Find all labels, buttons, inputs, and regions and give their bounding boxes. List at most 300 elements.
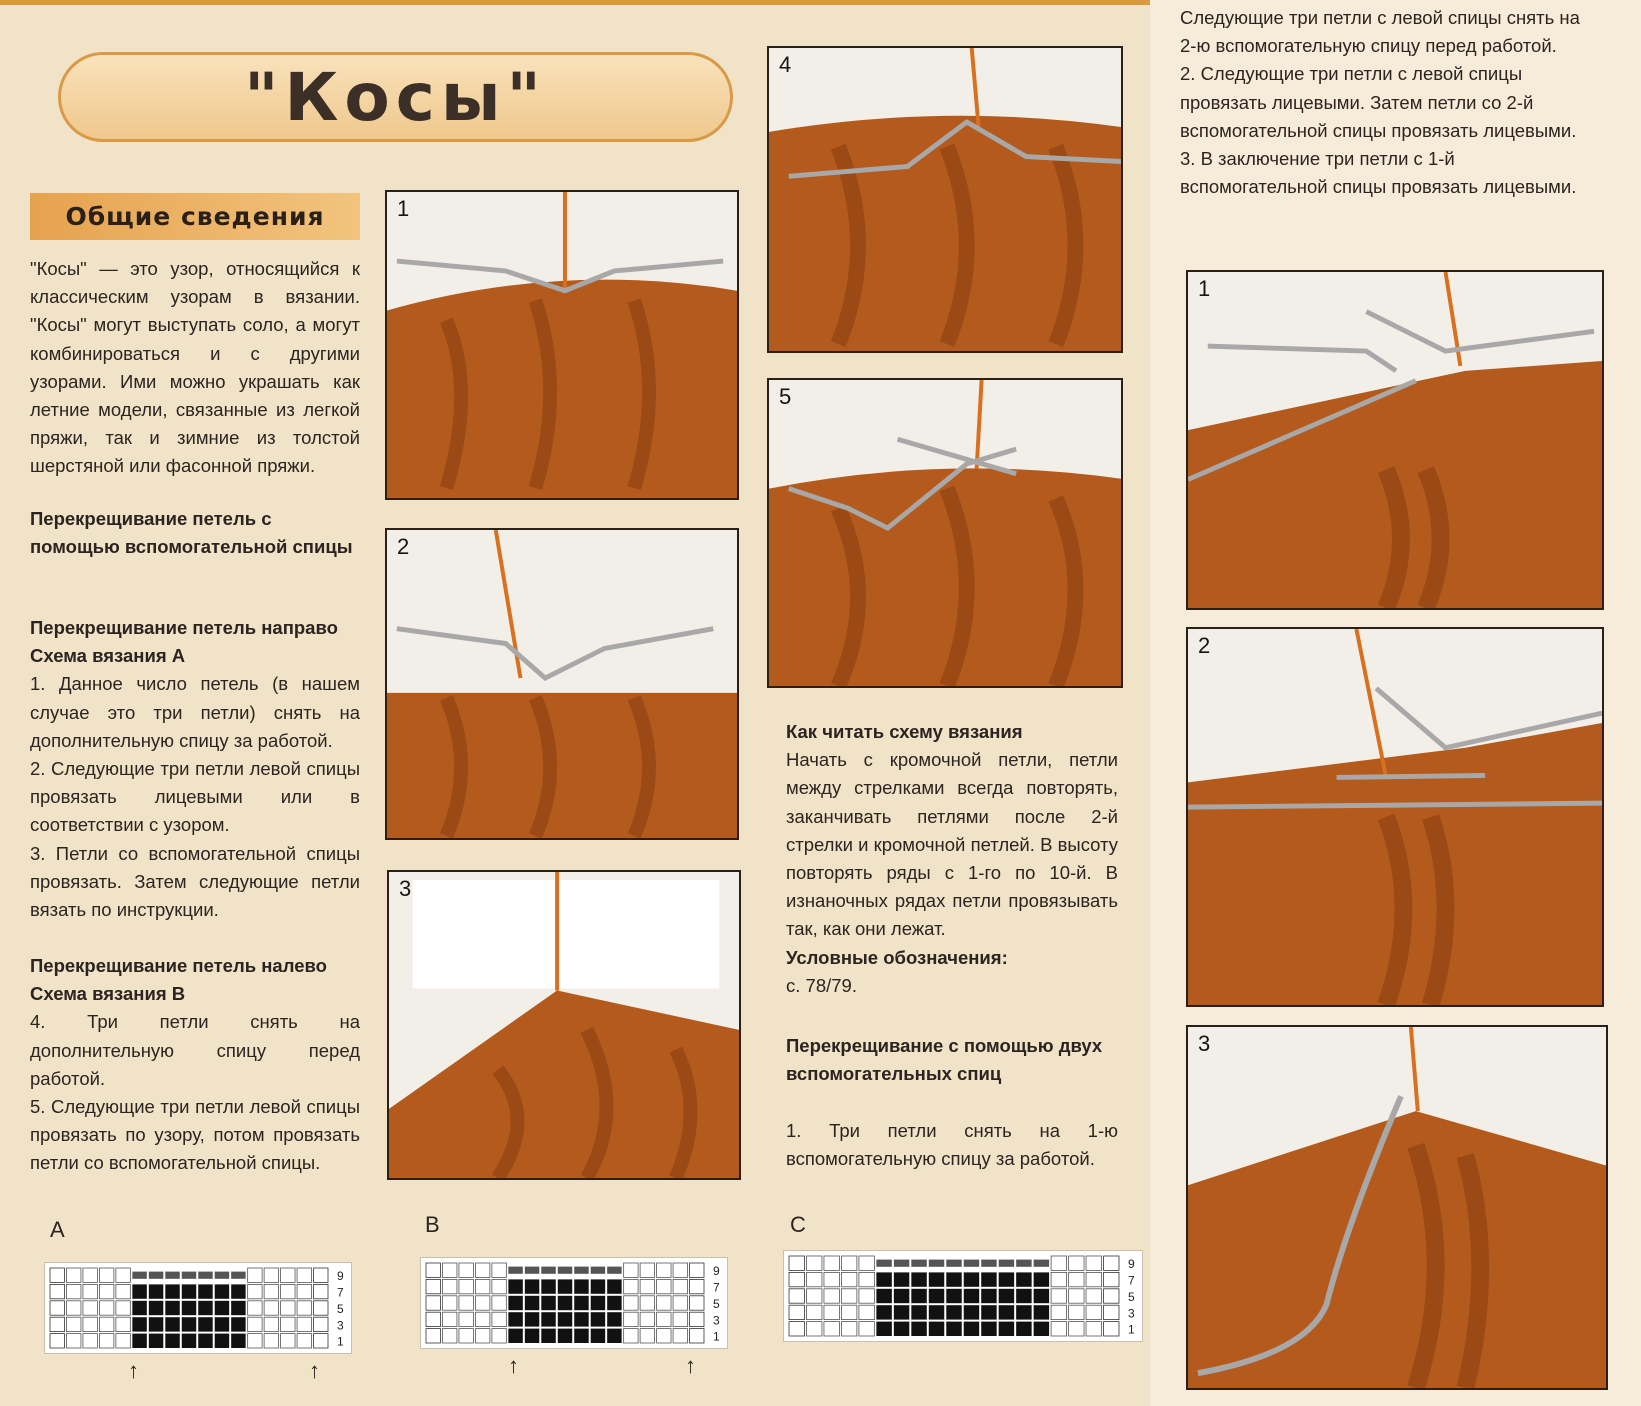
chart-a (44, 1262, 352, 1354)
row-number-label: 5 (337, 1301, 344, 1316)
chart-b-arrow-right: ↑ (685, 1353, 696, 1378)
purl-stitch-cell (83, 1334, 97, 1348)
knit-stitch-cell (1016, 1272, 1031, 1286)
right-column-steps (1180, 4, 1600, 201)
chart-a-arrow-right: ↑ (309, 1358, 320, 1383)
purl-stitch-cell (640, 1263, 654, 1277)
edge-stitch-cell (789, 1272, 804, 1286)
edge-stitch-cell (1104, 1289, 1119, 1303)
purl-stitch-cell (824, 1289, 839, 1303)
edge-stitch-cell (1104, 1272, 1119, 1286)
purl-stitch-cell (248, 1284, 262, 1298)
purl-stitch-cell (624, 1279, 638, 1293)
knit-stitch-cell (607, 1267, 621, 1274)
knit-stitch-cell (149, 1301, 163, 1315)
edge-stitch-cell (314, 1317, 328, 1331)
knit-stitch-cell (1034, 1289, 1049, 1303)
purl-stitch-cell (66, 1284, 80, 1298)
photo-left-2 (385, 528, 739, 840)
row-number-label: 1 (713, 1329, 720, 1344)
knit-stitch-cell (1034, 1272, 1049, 1286)
chart-b-grid (421, 1258, 727, 1348)
purl-stitch-cell (640, 1296, 654, 1310)
purl-stitch-cell (492, 1279, 506, 1293)
knit-stitch-cell (198, 1272, 212, 1279)
photo-number: 2 (1198, 633, 1211, 658)
edge-stitch-cell (314, 1284, 328, 1298)
purl-stitch-cell (1069, 1322, 1084, 1336)
purl-stitch-cell (640, 1312, 654, 1326)
purl-stitch-cell (1051, 1289, 1066, 1303)
purl-stitch-cell (492, 1329, 506, 1343)
knit-stitch-cell (574, 1267, 588, 1274)
purl-stitch-cell (859, 1305, 874, 1319)
edge-stitch-cell (50, 1334, 64, 1348)
knit-stitch-cell (999, 1260, 1014, 1267)
chart-a-label: A (50, 1217, 65, 1242)
photo-mid-5 (767, 378, 1123, 688)
purl-stitch-cell (806, 1305, 821, 1319)
purl-stitch-cell (116, 1284, 130, 1298)
row-number-label: 3 (1128, 1306, 1135, 1321)
purl-stitch-cell (824, 1322, 839, 1336)
purl-stitch-cell (624, 1312, 638, 1326)
knit-stitch-cell (525, 1329, 539, 1343)
knit-stitch-cell (198, 1301, 212, 1315)
knit-stitch-cell (999, 1322, 1014, 1336)
row-number-label: 7 (1128, 1273, 1135, 1288)
purl-stitch-cell (99, 1268, 113, 1282)
knitting-photo-illustration (1188, 1027, 1606, 1388)
knit-stitch-cell (946, 1260, 961, 1267)
knit-stitch-cell (525, 1267, 539, 1274)
purl-stitch-cell (624, 1296, 638, 1310)
knit-stitch-cell (894, 1289, 909, 1303)
row-number-label: 9 (337, 1269, 344, 1284)
purl-stitch-cell (824, 1272, 839, 1286)
edge-stitch-cell (789, 1322, 804, 1336)
purl-stitch-cell (459, 1312, 473, 1326)
knit-stitch-cell (591, 1329, 605, 1343)
knit-stitch-cell (1034, 1305, 1049, 1319)
purl-stitch-cell (841, 1322, 856, 1336)
purl-stitch-cell (264, 1301, 278, 1315)
knit-stitch-cell (541, 1329, 555, 1343)
knit-stitch-cell (876, 1305, 891, 1319)
purl-stitch-cell (264, 1317, 278, 1331)
purl-stitch-cell (492, 1312, 506, 1326)
row-number-label: 7 (337, 1285, 344, 1300)
knit-stitch-cell (541, 1279, 555, 1293)
knit-stitch-cell (929, 1322, 944, 1336)
knit-stitch-cell (215, 1284, 229, 1298)
knit-stitch-cell (911, 1305, 926, 1319)
purl-stitch-cell (657, 1329, 671, 1343)
photo-number: 1 (1198, 276, 1211, 301)
intro-paragraph (30, 255, 360, 481)
row-number-label: 3 (337, 1318, 344, 1333)
knit-stitch-cell (182, 1272, 196, 1279)
knit-stitch-cell (1016, 1305, 1031, 1319)
purl-stitch-cell (624, 1263, 638, 1277)
knitting-photo-illustration (387, 530, 737, 838)
purl-stitch-cell (297, 1317, 311, 1331)
purl-stitch-cell (66, 1301, 80, 1315)
purl-stitch-cell (841, 1305, 856, 1319)
knit-stitch-cell (981, 1272, 996, 1286)
purl-stitch-cell (297, 1268, 311, 1282)
knit-stitch-cell (911, 1272, 926, 1286)
purl-stitch-cell (297, 1334, 311, 1348)
symbols-heading: Условные обозначения: (786, 946, 1008, 968)
edge-stitch-cell (50, 1268, 64, 1282)
purl-stitch-cell (1051, 1322, 1066, 1336)
right-step-1: 1. Данное число петель (в нашем случае это три петли) снять на дополнительную спицу за работой. (30, 673, 360, 751)
purl-stitch-cell (640, 1279, 654, 1293)
purl-stitch-cell (824, 1256, 839, 1270)
purl-stitch-cell (83, 1317, 97, 1331)
knit-stitch-cell (231, 1317, 245, 1331)
knit-stitch-cell (231, 1301, 245, 1315)
right-col-step-continued: Следующие три петли с левой спицы снять на 2-ю вспомогательную спицу перед работой. (1180, 7, 1580, 57)
purl-stitch-cell (264, 1284, 278, 1298)
knit-stitch-cell (574, 1296, 588, 1310)
edge-stitch-cell (314, 1268, 328, 1282)
edge-stitch-cell (50, 1284, 64, 1298)
purl-stitch-cell (66, 1268, 80, 1282)
chart-a-grid (45, 1263, 351, 1353)
knit-stitch-cell (231, 1334, 245, 1348)
edge-stitch-cell (690, 1263, 704, 1277)
photo-number: 5 (779, 384, 792, 409)
knit-stitch-cell (1034, 1322, 1049, 1336)
purl-stitch-cell (1069, 1272, 1084, 1286)
knit-stitch-cell (165, 1301, 179, 1315)
symbols-ref: с. 78/79. (786, 974, 857, 996)
purl-stitch-cell (475, 1263, 489, 1277)
purl-stitch-cell (459, 1296, 473, 1310)
knit-stitch-cell (946, 1305, 961, 1319)
right-step-2: 2. Следующие три петли левой спицы провязать лицевыми или в соответствии с узором. (30, 758, 360, 836)
purl-stitch-cell (297, 1301, 311, 1315)
right-col-step-3: 3. В заключение три петли с 1-й вспомогательной спицы провязать лицевыми. (1180, 148, 1577, 198)
knit-stitch-cell (607, 1279, 621, 1293)
how-to-read-block (786, 718, 1118, 1000)
right-col-step-2: 2. Следующие три петли с левой спицы провязать лицевыми. Затем петли со 2-й вспомогательной спицы провязать лицевыми. (1180, 63, 1577, 141)
purl-stitch-cell (841, 1272, 856, 1286)
purl-stitch-cell (492, 1296, 506, 1310)
knit-stitch-cell (1016, 1260, 1031, 1267)
chart-c-label: C (790, 1212, 806, 1237)
knit-stitch-cell (981, 1289, 996, 1303)
right-cross-block (30, 614, 360, 924)
purl-stitch-cell (66, 1334, 80, 1348)
knit-stitch-cell (508, 1267, 522, 1274)
knitting-photo-illustration (1188, 272, 1602, 608)
purl-stitch-cell (297, 1284, 311, 1298)
knit-stitch-cell (964, 1322, 979, 1336)
purl-stitch-cell (83, 1268, 97, 1282)
purl-stitch-cell (806, 1256, 821, 1270)
knit-stitch-cell (149, 1272, 163, 1279)
purl-stitch-cell (640, 1329, 654, 1343)
edge-stitch-cell (789, 1256, 804, 1270)
purl-stitch-cell (475, 1296, 489, 1310)
edge-stitch-cell (690, 1312, 704, 1326)
knit-stitch-cell (876, 1260, 891, 1267)
purl-stitch-cell (99, 1317, 113, 1331)
purl-stitch-cell (841, 1256, 856, 1270)
row-number-label: 5 (713, 1296, 720, 1311)
purl-stitch-cell (1051, 1305, 1066, 1319)
purl-stitch-cell (806, 1272, 821, 1286)
left-cross-block (30, 952, 360, 1178)
purl-stitch-cell (806, 1322, 821, 1336)
chart-b-label: B (425, 1212, 440, 1237)
knit-stitch-cell (165, 1272, 179, 1279)
knit-stitch-cell (558, 1329, 572, 1343)
knit-stitch-cell (999, 1272, 1014, 1286)
photo-number: 3 (1198, 1031, 1211, 1056)
two-needles-step-1 (786, 1117, 1118, 1173)
purl-stitch-cell (83, 1301, 97, 1315)
edge-stitch-cell (690, 1329, 704, 1343)
knit-stitch-cell (558, 1312, 572, 1326)
photo-right-3 (1186, 1025, 1608, 1390)
purl-stitch-cell (673, 1263, 687, 1277)
purl-stitch-cell (657, 1312, 671, 1326)
knit-stitch-cell (132, 1284, 146, 1298)
knit-stitch-cell (591, 1279, 605, 1293)
purl-stitch-cell (657, 1263, 671, 1277)
knit-stitch-cell (999, 1305, 1014, 1319)
knit-stitch-cell (215, 1317, 229, 1331)
knit-stitch-cell (964, 1272, 979, 1286)
two-needles-step-1-text: 1. Три петли снять на 1-ю вспомогательную спицу за работой. (786, 1120, 1118, 1170)
aux-heading: Перекрещивание петель с помощью вспомогательной спицы (30, 508, 353, 558)
knit-stitch-cell (607, 1296, 621, 1310)
section-title-bar (30, 193, 360, 240)
knit-stitch-cell (876, 1289, 891, 1303)
purl-stitch-cell (673, 1279, 687, 1293)
purl-stitch-cell (99, 1334, 113, 1348)
knit-stitch-cell (541, 1267, 555, 1274)
chart-c-grid (784, 1251, 1142, 1341)
photo-number: 4 (779, 52, 792, 77)
purl-stitch-cell (1069, 1256, 1084, 1270)
knit-stitch-cell (591, 1312, 605, 1326)
knit-stitch-cell (182, 1334, 196, 1348)
purl-stitch-cell (442, 1279, 456, 1293)
knit-stitch-cell (946, 1272, 961, 1286)
purl-stitch-cell (442, 1263, 456, 1277)
knit-stitch-cell (558, 1279, 572, 1293)
scheme-b-heading: Схема вязания В (30, 983, 186, 1005)
edge-stitch-cell (690, 1279, 704, 1293)
photo-number: 2 (397, 534, 410, 559)
knit-stitch-cell (574, 1329, 588, 1343)
knit-stitch-cell (911, 1322, 926, 1336)
purl-stitch-cell (475, 1279, 489, 1293)
purl-stitch-cell (281, 1334, 295, 1348)
purl-stitch-cell (657, 1296, 671, 1310)
knit-stitch-cell (165, 1334, 179, 1348)
purl-stitch-cell (248, 1334, 262, 1348)
purl-stitch-cell (673, 1296, 687, 1310)
knit-stitch-cell (574, 1279, 588, 1293)
purl-stitch-cell (248, 1317, 262, 1331)
knit-stitch-cell (999, 1289, 1014, 1303)
edge-stitch-cell (426, 1296, 440, 1310)
row-number-label: 7 (713, 1280, 720, 1295)
knit-stitch-cell (1016, 1322, 1031, 1336)
knit-stitch-cell (541, 1296, 555, 1310)
photo-left-3 (387, 870, 741, 1180)
knitting-photo-illustration (769, 48, 1121, 351)
left-step-4: 4. Три петли снять на дополнительную спицу перед работой. (30, 1011, 360, 1089)
purl-stitch-cell (1086, 1289, 1101, 1303)
purl-stitch-cell (116, 1334, 130, 1348)
knit-stitch-cell (558, 1267, 572, 1274)
how-to-read-heading: Как читать схему вязания (786, 721, 1023, 742)
purl-stitch-cell (859, 1289, 874, 1303)
knitting-photo-illustration (769, 380, 1121, 686)
photo-number: 3 (399, 876, 412, 901)
purl-stitch-cell (66, 1317, 80, 1331)
knit-stitch-cell (525, 1296, 539, 1310)
right-cross-heading: Перекрещивание петель направо (30, 617, 338, 638)
purl-stitch-cell (116, 1317, 130, 1331)
chart-a-arrow-left: ↑ (128, 1358, 139, 1383)
knit-stitch-cell (574, 1312, 588, 1326)
knit-stitch-cell (132, 1272, 146, 1279)
knit-stitch-cell (876, 1322, 891, 1336)
knit-stitch-cell (911, 1260, 926, 1267)
purl-stitch-cell (475, 1312, 489, 1326)
page-title: "Косы" (244, 58, 547, 136)
edge-stitch-cell (50, 1301, 64, 1315)
photo-mid-4 (767, 46, 1123, 353)
purl-stitch-cell (248, 1268, 262, 1282)
knit-stitch-cell (981, 1305, 996, 1319)
purl-stitch-cell (248, 1301, 262, 1315)
knit-stitch-cell (508, 1312, 522, 1326)
purl-stitch-cell (1086, 1256, 1101, 1270)
edge-stitch-cell (789, 1305, 804, 1319)
edge-stitch-cell (789, 1289, 804, 1303)
purl-stitch-cell (624, 1329, 638, 1343)
section-title: Общие сведения (65, 202, 325, 231)
purl-stitch-cell (459, 1263, 473, 1277)
how-to-read-text: Начать с кромочной петли, петли между стрелками всегда повторять, заканчивать петлями после 2-й стрелки и кромочной петлей. В высоту повторять ряды с 1-го по 10-й. В изнаночных рядах петли провязывать так, как они лежат. (786, 749, 1118, 940)
page-title-banner (58, 52, 733, 142)
knit-stitch-cell (525, 1312, 539, 1326)
knit-stitch-cell (946, 1322, 961, 1336)
knit-stitch-cell (894, 1322, 909, 1336)
knit-stitch-cell (149, 1284, 163, 1298)
purl-stitch-cell (1086, 1305, 1101, 1319)
photo-right-1 (1186, 270, 1604, 610)
purl-stitch-cell (116, 1268, 130, 1282)
purl-stitch-cell (116, 1301, 130, 1315)
edge-stitch-cell (426, 1312, 440, 1326)
purl-stitch-cell (657, 1279, 671, 1293)
row-number-label: 3 (713, 1313, 720, 1328)
purl-stitch-cell (1051, 1272, 1066, 1286)
edge-stitch-cell (314, 1334, 328, 1348)
purl-stitch-cell (442, 1329, 456, 1343)
knit-stitch-cell (929, 1305, 944, 1319)
row-number-label: 1 (337, 1334, 344, 1349)
photo-left-1 (385, 190, 739, 500)
knit-stitch-cell (182, 1284, 196, 1298)
knit-stitch-cell (215, 1301, 229, 1315)
knit-stitch-cell (981, 1260, 996, 1267)
row-number-label: 9 (1128, 1257, 1135, 1272)
purl-stitch-cell (1086, 1322, 1101, 1336)
purl-stitch-cell (99, 1284, 113, 1298)
knit-stitch-cell (508, 1329, 522, 1343)
purl-stitch-cell (459, 1279, 473, 1293)
purl-stitch-cell (281, 1317, 295, 1331)
edge-stitch-cell (314, 1301, 328, 1315)
purl-stitch-cell (281, 1301, 295, 1315)
knit-stitch-cell (981, 1322, 996, 1336)
knit-stitch-cell (165, 1317, 179, 1331)
edge-stitch-cell (426, 1279, 440, 1293)
scheme-a-heading: Схема вязания А (30, 645, 186, 667)
knit-stitch-cell (1016, 1289, 1031, 1303)
knit-stitch-cell (215, 1272, 229, 1279)
knit-stitch-cell (894, 1260, 909, 1267)
chart-b-arrow-left: ↑ (508, 1353, 519, 1378)
purl-stitch-cell (83, 1284, 97, 1298)
purl-stitch-cell (492, 1263, 506, 1277)
edge-stitch-cell (1104, 1322, 1119, 1336)
knitting-photo-illustration (389, 872, 739, 1178)
purl-stitch-cell (264, 1334, 278, 1348)
purl-stitch-cell (673, 1312, 687, 1326)
knit-stitch-cell (132, 1301, 146, 1315)
photo-right-2 (1186, 627, 1604, 1007)
purl-stitch-cell (859, 1272, 874, 1286)
purl-stitch-cell (99, 1301, 113, 1315)
row-number-label: 9 (713, 1264, 720, 1279)
chart-b (420, 1257, 728, 1349)
knit-stitch-cell (964, 1260, 979, 1267)
purl-stitch-cell (281, 1284, 295, 1298)
two-needles-heading: Перекрещивание с помощью двух вспомогательных спиц (786, 1035, 1103, 1085)
knit-stitch-cell (198, 1284, 212, 1298)
row-number-label: 1 (1128, 1322, 1135, 1337)
knit-stitch-cell (231, 1272, 245, 1279)
knit-stitch-cell (541, 1312, 555, 1326)
knit-stitch-cell (215, 1334, 229, 1348)
edge-stitch-cell (50, 1317, 64, 1331)
knit-stitch-cell (929, 1289, 944, 1303)
left-step-5: 5. Следующие три петли левой спицы провязать по узору, потом провязать петли со вспомогательной спицы. (30, 1096, 360, 1174)
purl-stitch-cell (824, 1305, 839, 1319)
knit-stitch-cell (231, 1284, 245, 1298)
chart-c (783, 1250, 1143, 1342)
purl-stitch-cell (442, 1312, 456, 1326)
left-cross-heading: Перекрещивание петель налево (30, 955, 327, 976)
knit-stitch-cell (964, 1305, 979, 1319)
knit-stitch-cell (149, 1334, 163, 1348)
knit-stitch-cell (607, 1312, 621, 1326)
intro-text: "Косы" — это узор, относящийся к классическим узорам в вязании. "Косы" могут выступать соло, а могут комбинироваться и с другими узорами. Ими можно украшать как летние модели, связанные из легкой пряжи, так и зимние из толстой шерстяной или фасонной пряжи. (30, 258, 360, 477)
edge-stitch-cell (1104, 1256, 1119, 1270)
